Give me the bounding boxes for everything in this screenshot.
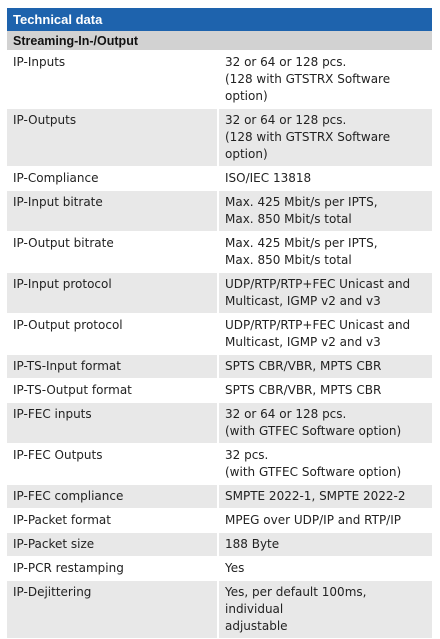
table-row xyxy=(7,509,432,533)
table-row xyxy=(7,273,432,314)
row-label: IP-Output bitrate xyxy=(7,232,219,272)
row-label: IP-PCR restamping xyxy=(7,557,219,580)
row-label: IP-Dejittering xyxy=(7,581,219,638)
row-label: IP-FEC Outputs xyxy=(7,444,219,484)
row-value-line: (with GTFEC Software option) xyxy=(225,424,402,438)
row-value-line: (128 with GTSTRX Software xyxy=(225,130,391,144)
row-label: IP-Inputs xyxy=(7,51,219,108)
row-value-line: 32 pcs. xyxy=(225,448,269,462)
table-row xyxy=(7,444,432,485)
table-row xyxy=(7,403,432,444)
table-row xyxy=(7,533,432,557)
row-value xyxy=(219,509,432,532)
row-label: IP-Compliance xyxy=(7,167,219,190)
row-label: IP-TS-Output format xyxy=(7,379,219,402)
row-value-line: Multicast, IGMP v2 and v3 xyxy=(225,335,381,349)
table-row xyxy=(7,557,432,581)
row-value xyxy=(219,581,432,638)
row-value xyxy=(219,314,432,354)
row-value-line: option) xyxy=(225,89,268,103)
row-value xyxy=(219,379,432,402)
row-value-line: Yes xyxy=(225,561,245,575)
table-row xyxy=(7,379,432,403)
row-value xyxy=(219,557,432,580)
row-label: IP-Output protocol xyxy=(7,314,219,354)
section-title: Streaming-In-/Output xyxy=(7,31,432,51)
row-value xyxy=(219,533,432,556)
row-value-line: UDP/RTP/RTP+FEC Unicast and xyxy=(225,318,411,332)
row-value-line: Max. 850 Mbit/s total xyxy=(225,253,352,267)
row-label: IP-Outputs xyxy=(7,109,219,166)
row-label: IP-Packet size xyxy=(7,533,219,556)
row-label: IP-Input protocol xyxy=(7,273,219,313)
row-value-line: Multicast, IGMP v2 and v3 xyxy=(225,294,381,308)
table-body xyxy=(7,51,432,639)
row-value-line: ISO/IEC 13818 xyxy=(225,171,312,185)
row-value xyxy=(219,485,432,508)
table-row xyxy=(7,581,432,639)
row-value-line: adjustable xyxy=(225,619,288,633)
row-value-line: 32 or 64 or 128 pcs. xyxy=(225,113,347,127)
row-label: IP-FEC inputs xyxy=(7,403,219,443)
table-row xyxy=(7,314,432,355)
table-row xyxy=(7,485,432,509)
table-header-title: Technical data xyxy=(7,8,432,31)
row-value-line: option) xyxy=(225,147,268,161)
table-row xyxy=(7,355,432,379)
row-value xyxy=(219,167,432,190)
row-value-line: Max. 425 Mbit/s per IPTS, xyxy=(225,236,378,250)
row-value xyxy=(219,444,432,484)
table-row xyxy=(7,109,432,167)
row-label: IP-TS-Input format xyxy=(7,355,219,378)
row-value-line: (with GTFEC Software option) xyxy=(225,465,402,479)
table-row xyxy=(7,51,432,109)
row-label: IP-Input bitrate xyxy=(7,191,219,231)
row-value-line: UDP/RTP/RTP+FEC Unicast and xyxy=(225,277,411,291)
technical-data-table xyxy=(7,8,432,639)
row-value xyxy=(219,232,432,272)
row-value xyxy=(219,355,432,378)
row-value-line: 32 or 64 or 128 pcs. xyxy=(225,407,347,421)
row-value-line: 32 or 64 or 128 pcs. xyxy=(225,55,347,69)
row-label: IP-FEC compliance xyxy=(7,485,219,508)
row-value-line: Max. 425 Mbit/s per IPTS, xyxy=(225,195,378,209)
row-value-line: 188 Byte xyxy=(225,537,280,551)
table-row xyxy=(7,191,432,232)
row-value xyxy=(219,51,432,108)
row-value-line: Yes, per default 100ms, individual xyxy=(225,585,367,616)
row-value-line: SMPTE 2022-1, SMPTE 2022-2 xyxy=(225,489,406,503)
row-value-line: SPTS CBR/VBR, MPTS CBR xyxy=(225,359,382,373)
row-value xyxy=(219,273,432,313)
row-value xyxy=(219,109,432,166)
table-row xyxy=(7,232,432,273)
row-label: IP-Packet format xyxy=(7,509,219,532)
row-value-line: MPEG over UDP/IP and RTP/IP xyxy=(225,513,401,527)
row-value-line: SPTS CBR/VBR, MPTS CBR xyxy=(225,383,382,397)
row-value-line: (128 with GTSTRX Software xyxy=(225,72,391,86)
table-row xyxy=(7,167,432,191)
row-value-line: Max. 850 Mbit/s total xyxy=(225,212,352,226)
row-value xyxy=(219,191,432,231)
row-value xyxy=(219,403,432,443)
